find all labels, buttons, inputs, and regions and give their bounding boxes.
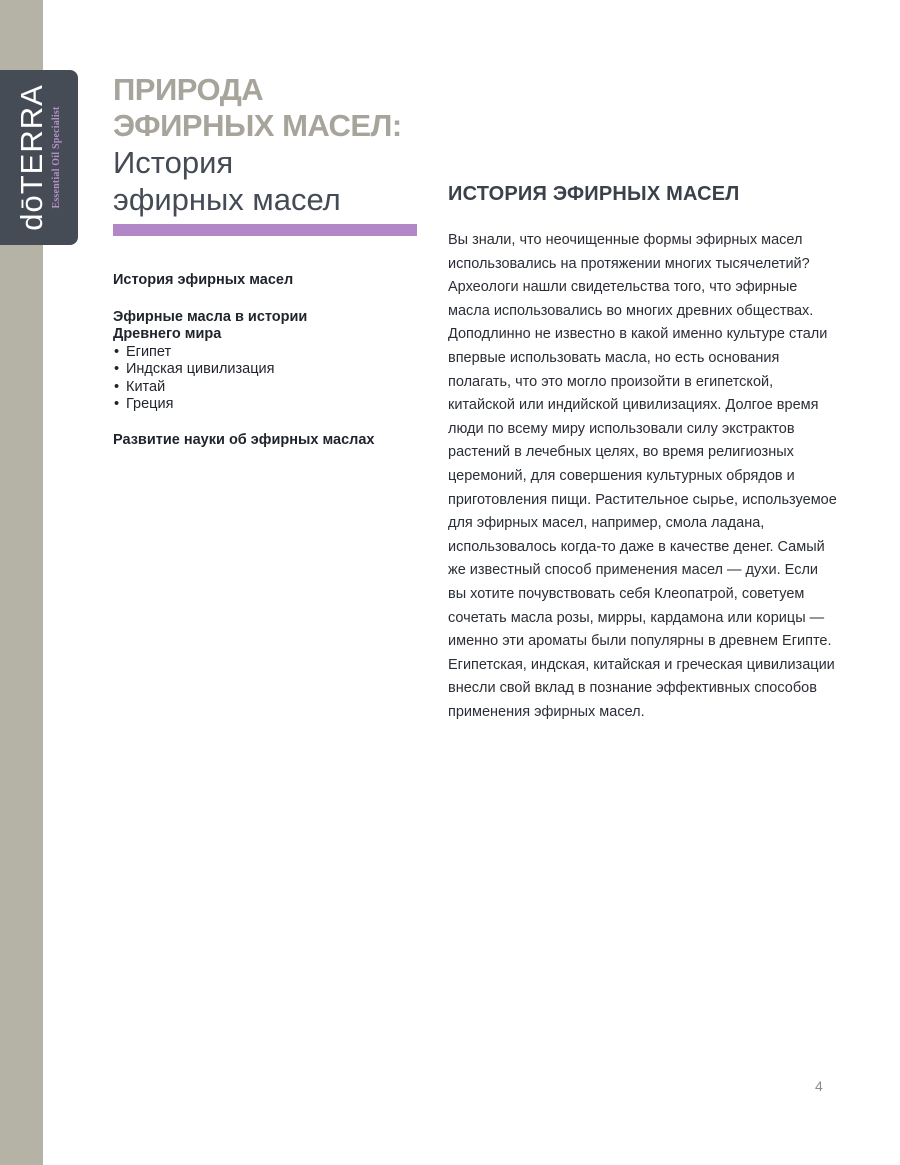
bullet-icon: • [114, 396, 120, 412]
list-item [113, 344, 433, 362]
brand-tagline: Essential Oil Specialist [51, 106, 62, 209]
subtitle-line-1: История [113, 145, 234, 180]
title-line-2: ЭФИРНЫХ МАСЕЛ: [113, 108, 402, 143]
table-of-contents [113, 272, 433, 449]
brand-logo [0, 70, 78, 245]
toc-sublist [113, 344, 433, 414]
toc-item-history: История эфирных масел [113, 272, 294, 288]
page-number: 4 [815, 1078, 823, 1094]
page-title [113, 72, 433, 218]
section-body: Вы знали, что неочищенные формы эфирных масел использовались на протяжении многих тысячелетий? Археологи нашли свидетельства того, что эфирные масла использовались во многих древних обществах. Доподлинно не известно в какой именно культуре стали впервые использовать масла, но есть основания полагать, что это могло произойти в египетской, китайской или индийской цивилизациях. Долгое время люди по всему миру использовали силу экстрактов растений в лечебных целях, во время религиозных церемоний, для совершения культурных обрядов и приготовления пищи. Растительное сырье, используемое для эфирных масел, например, смола ладана, использовалось когда-то даже в качестве денег. Самый же известный способ применения масел — духи. Если вы хотите почувствовать себя Клеопатрой, советуем сочетать масла розы, мирры, кардамона или корицы — именно эти ароматы были популярны в древнем Египте. Египетская, индская, китайская и греческая цивилизации внесли свой вклад в познание эффективных способов применения эфирных масел. [448, 232, 837, 720]
toc-subitem-greece: Греция [126, 396, 174, 412]
toc-item-ancient-line-2: Древнего мира [113, 326, 222, 342]
toc-item-ancient-line-1: Эфирные масла в истории [113, 308, 308, 325]
toc-subitem-china: Китай [126, 378, 166, 395]
list-item [113, 361, 433, 379]
title-line-1: ПРИРОДА [113, 72, 264, 107]
bullet-icon: • [114, 343, 120, 360]
list-item [113, 379, 433, 397]
bullet-icon: • [114, 361, 120, 377]
brand-tab [0, 70, 78, 245]
section-heading: ИСТОРИЯ ЭФИРНЫХ МАСЕЛ [448, 183, 740, 205]
toc-subitem-indus: Индская цивилизация [126, 361, 275, 377]
brand-name: dōTERRA [14, 84, 49, 231]
title-divider [113, 224, 417, 236]
bullet-icon: • [114, 378, 120, 395]
toc-item-science: Развитие науки об эфирных маслах [113, 431, 375, 448]
toc-subitem-egypt: Египет [126, 343, 172, 360]
list-item [113, 396, 433, 414]
subtitle-line-2: эфирных масел [113, 182, 341, 217]
